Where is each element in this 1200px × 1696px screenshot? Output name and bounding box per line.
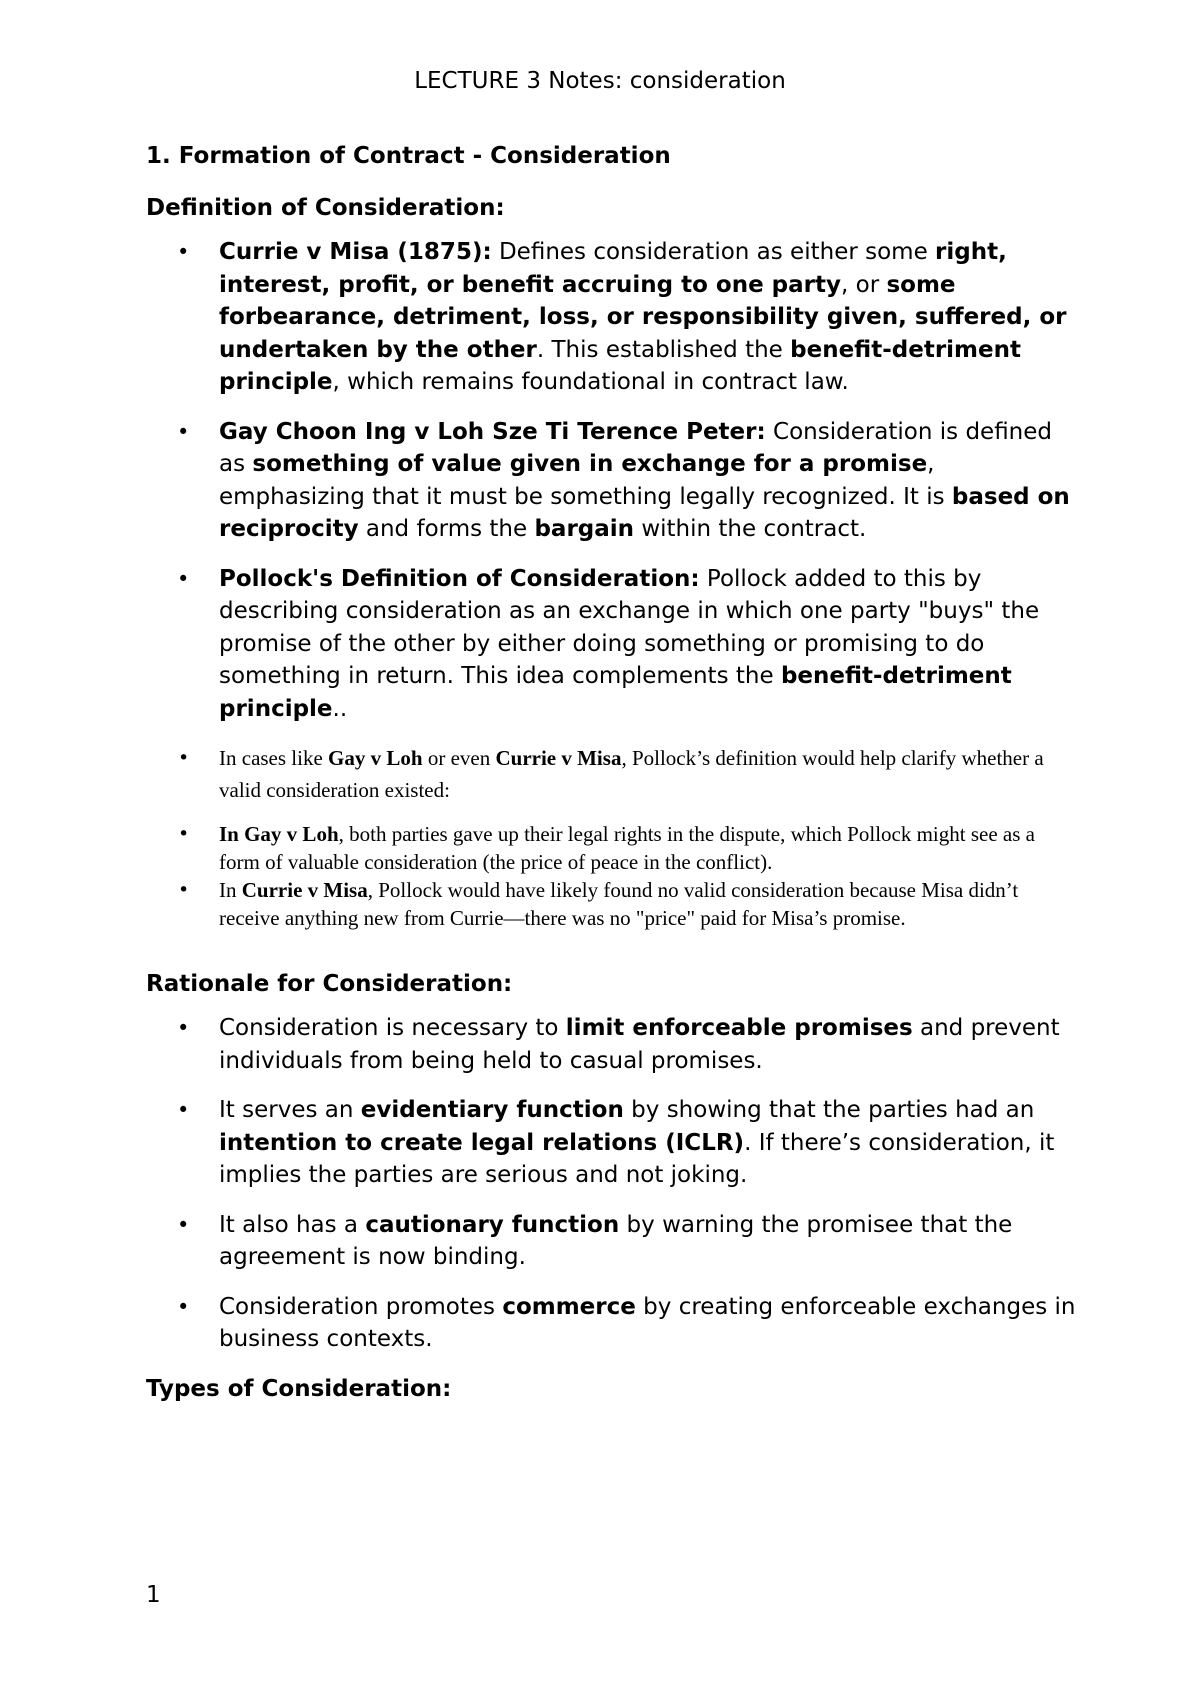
definition-heading: Definition of Consideration: — [146, 195, 505, 221]
rationale-list — [146, 1012, 1076, 1356]
definition-list — [146, 236, 1076, 725]
list-item: • Currie v Misa (1875): Defines consideration as either some right, interest, profit, or benefit accruing to one party, or some forbearance, detriment, loss, or responsibility given, suffered, or undertaken by the other. This established the benefit-detriment principle, which remains foundational in contract law. — [146, 236, 1076, 399]
list-item: • Consideration is necessary to limit enforceable promises and prevent individuals from being held to casual promises. — [146, 1012, 1076, 1077]
types-heading: Types of Consideration: — [146, 1375, 452, 1402]
page-header: LECTURE 3 Notes: consideration — [414, 68, 786, 94]
list-item: • It serves an evidentiary function by showing that the parties had an intention to create legal relations (ICLR). If there’s consideration, it implies the parties are serious and not joking. — [146, 1094, 1076, 1192]
list-item: • Gay Choon Ing v Loh Sze Ti Terence Peter: Consideration is defined as something of value given in exchange for a promise, emphasizing that it must be something legally recognized. It is based on reciprocity and forms the bargain within the contract. — [146, 416, 1076, 546]
list-item: • Consideration promotes commerce by creating enforceable exchanges in business contexts. — [146, 1291, 1076, 1356]
document-body — [146, 140, 1076, 1417]
list-item: • In Gay v Loh, both parties gave up their legal rights in the dispute, which Pollock might see as a form of valuable consideration (the price of peace in the conflict). — [146, 820, 1076, 876]
section-heading: 1. Formation of Contract - Consideration — [146, 143, 671, 169]
pollock-application-list — [146, 742, 1076, 932]
spacer — [146, 932, 1076, 968]
rationale-heading: Rationale for Consideration: — [146, 971, 513, 997]
list-item: • Pollock's Definition of Consideration: Pollock added to this by describing consideration as an exchange in which one party "buys" the promise of the other by either doing something or promising to do something in return. This idea complements the benefit-detriment principle.. — [146, 563, 1076, 726]
page-number: 1 — [146, 1582, 161, 1608]
list-item: • In Currie v Misa, Pollock would have likely found no valid consideration because Misa didn’t receive anything new from Currie—there was no "price" paid for Misa’s promise. — [146, 876, 1076, 932]
list-item: • In cases like Gay v Loh or even Currie v Misa, Pollock’s definition would help clarify whether a valid consideration existed: — [146, 742, 1076, 806]
list-item: • It also has a cautionary function by warning the promisee that the agreement is now binding. — [146, 1209, 1076, 1274]
